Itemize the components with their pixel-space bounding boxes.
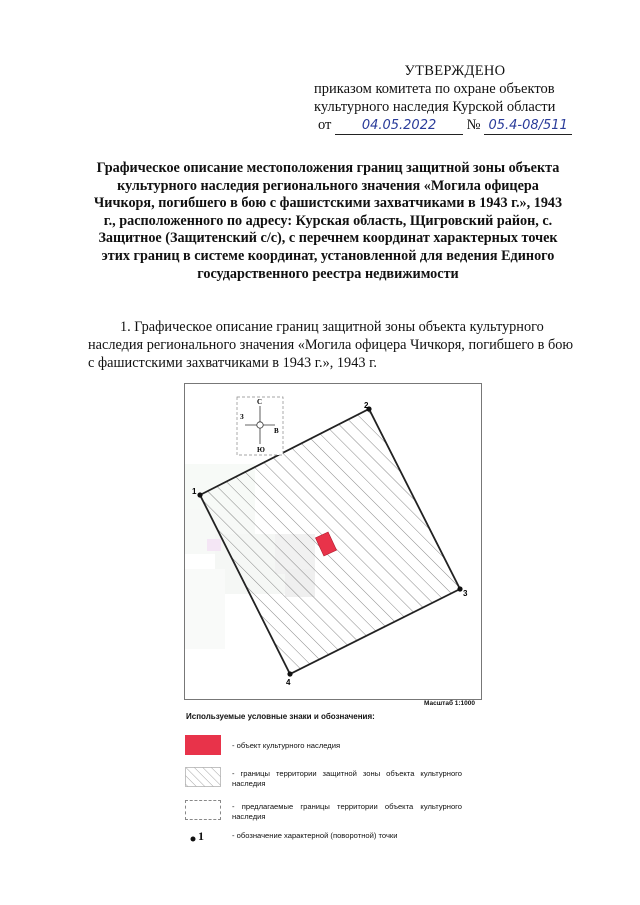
point-4-label: 4 [286,678,291,687]
map-svg [185,384,481,699]
legend-title: Используемые условные знаки и обозначения: [186,712,375,721]
map-figure [184,383,482,700]
object-swatch [185,735,221,755]
approval-line-1: приказом комитета по охране объектов [314,81,555,97]
approval-block [300,62,620,135]
hatch-swatch [185,767,221,787]
legend-text-object: - объект культурного наследия [232,741,341,750]
document-title: Графическое описание местоположения границ защитной зоны объекта культурного наследия регионального значения «Могила офицера Чичкоря, погибшего в бою с фашистскими захватчиками в 1943 г.», 1943 г., расположенного по адресу: Курская область, Щигровский район, с. Защитное (Защитенский с/с), с перечнем координат характерных точек этих границ в системе координат, установленной для ведения Единого государственного реестра недвижимости [93,160,563,282]
compass-rose [237,397,283,455]
compass-south: Ю [257,446,265,454]
compass-east: В [274,427,279,435]
legend-text-proposed: - предлагаемые границы территории объекта культурного наследия [232,802,462,821]
point-3-marker [457,586,462,591]
point-1-marker [197,492,202,497]
map-scale: Масштаб 1:1000 [424,700,476,707]
legend-text-point: - обозначение характерной (поворотной) точки [232,831,398,840]
approval-line-2: культурного наследия Курской области [314,99,556,115]
point-1-label: 1 [192,487,197,496]
point-swatch [189,835,197,843]
date-prefix: от [318,117,332,133]
point-2-label: 2 [364,401,369,410]
approval-heading: УТВЕРЖДЕНО [404,63,506,79]
compass-west: З [240,413,244,421]
legend-text-zone: - границы территории защитной зоны объекта культурного наследия [232,769,462,788]
dashed-swatch [185,800,221,820]
date-value: 04.05.2022 [335,118,463,135]
point-3-label: 3 [463,589,468,598]
point-swatch-label: 1 [198,829,204,843]
point-4-marker [287,671,292,676]
number-value: 05.4-08/511 [484,118,572,135]
compass-north: С [257,398,263,406]
approval-order-line [300,116,620,135]
number-prefix: № [466,117,481,133]
section-paragraph: 1. Графическое описание границ защитной зоны объекта культурного наследия регионального значения «Могила офицера Чичкоря, погибшего в бою с фашистскими захватчиками в 1943 г.», 1943 г. [88,319,574,371]
